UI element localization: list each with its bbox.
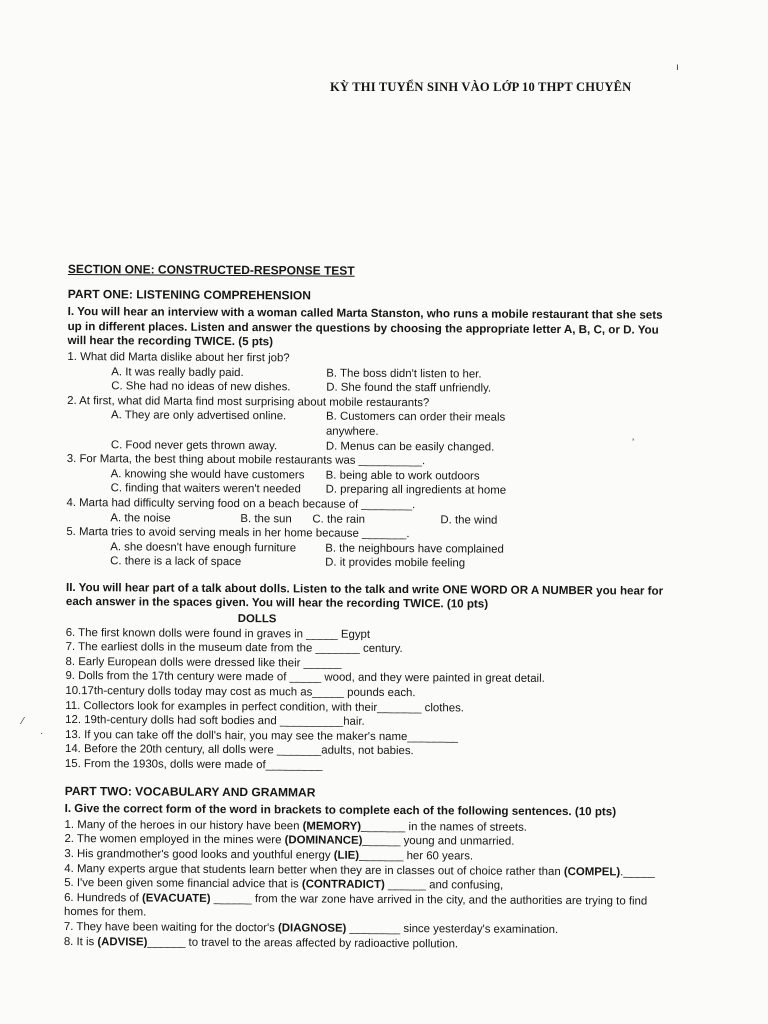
- word-form-item: 4. Many experts argue that students learn better when they are in classes out of choice rather than (COMPEL)._____: [64, 862, 656, 879]
- option-c: C. the rain: [312, 512, 366, 526]
- dolls-item: 14. Before the 20th century, all dolls were _______adults, not babies.: [64, 743, 414, 758]
- dolls-item: 15. From the 1930s, dolls were made of_________: [64, 757, 323, 772]
- dolls-item: 7. The earliest dolls in the museum date from the _______ century.: [65, 641, 403, 656]
- exam-content: [64, 262, 673, 953]
- option-b: B. Customers can order their meals anywhere.: [325, 410, 506, 438]
- word-form-item: 8. It is (ADVISE)______ to travel to the areas affected by radioactive pollution.: [63, 935, 459, 950]
- option-d: D. it provides mobile feeling: [325, 556, 466, 570]
- mcq-5: [66, 525, 671, 572]
- word-form-item: 3. His grandmother's good looks and youthful energy (LIE)_______ her 60 years.: [64, 847, 474, 863]
- dolls-item: 6. The first known dolls were found in graves in _____ Egypt: [65, 626, 371, 641]
- dolls-item: 10.17th-century dolls today may cost as much as_____ pounds each.: [65, 685, 416, 700]
- word-form-item: 7. They have been waiting for the doctor's (DIAGNOSE) ________ since yesterday's examination.: [63, 920, 559, 936]
- part-two-title: PART TWO: VOCABULARY AND GRAMMAR: [64, 783, 316, 800]
- question-text: 5. Marta tries to avoid serving meals in her home because _______.: [66, 526, 410, 541]
- option-c: C. finding that waiters weren't needed: [110, 482, 301, 496]
- option-a: A. the noise: [110, 511, 171, 525]
- margin-mark: ʼ: [632, 438, 635, 449]
- listening-instruction-1: I. You will hear an interview with a woman called Marta Stanston, who runs a mobile restaurant that she sets up in different places. Listen and answer the questions by choosing the appropriate letter A, B, C, or D. You will hear the recording TWICE. (5 pts): [67, 305, 663, 349]
- word-form-item: 2. The women employed in the mines were (DOMINANCE)______ young and unmarried.: [64, 833, 515, 849]
- question-text: 3. For Marta, the best thing about mobile restaurants was __________.: [66, 453, 426, 468]
- option-b: B. being able to work outdoors: [325, 469, 480, 483]
- question-text: 2. At first, what did Marta find most surprising about mobile restaurants?: [67, 394, 430, 409]
- dolls-item: 13. If you can take off the doll's hair, you may see the maker's name________: [65, 728, 459, 744]
- vocabulary-instruction: I. Give the correct form of the word in brackets to complete each of the following sentences. (10 pts): [64, 802, 617, 819]
- part-one-title: PART ONE: LISTENING COMPREHENSION: [67, 286, 311, 303]
- dolls-item: 11. Collectors look for examples in perfect condition, with their_______ clothes.: [65, 699, 465, 715]
- section-title: SECTION ONE: CONSTRUCTED-RESPONSE TEST: [67, 262, 355, 278]
- question-text: 1. What did Marta dislike about her first job?: [67, 350, 290, 365]
- exam-header: KỲ THI TUYỂN SINH VÀO LỚP 10 THPT CHUYÊN: [330, 80, 632, 94]
- margin-mark: ·: [40, 728, 44, 739]
- dolls-item: 9. Dolls from the 17th century were made of _____ wood, and they were painted in great detail.: [65, 670, 545, 686]
- option-a: A. They are only advertised online.: [111, 409, 287, 423]
- word-form-item: 5. I've been given some financial advice that is (CONTRADICT) ______ and confusing,: [64, 877, 504, 892]
- option-c: C. there is a lack of space: [110, 555, 242, 569]
- word-form-item: 6. Hundreds of (EVACUATE) ______ from the war zone have arrived in the city, and the authorities are trying to find homes for them.: [63, 891, 648, 919]
- margin-mark: ⁄: [22, 716, 24, 727]
- mcq-3: [67, 452, 672, 499]
- option-b: B. The boss didn't listen to her.: [326, 367, 482, 381]
- dolls-item: 8. Early European dolls were dressed like their ______: [65, 655, 342, 670]
- option-a: A. It was really badly paid.: [111, 365, 244, 379]
- option-b: B. the neighbours have complained: [325, 542, 504, 556]
- mcq-4: [66, 496, 671, 529]
- listening-instruction-2: II. You will hear part of a talk about dolls. Listen to the talk and write ONE WORD OR A NUMBER you hear for each answer in the spaces given. You will hear the recording TWICE. (10 pts): [65, 580, 664, 612]
- word-form-item: 1. Many of the heroes in our history have been (MEMORY)_______ in the names of streets.: [64, 818, 528, 834]
- dolls-title: DOLLS: [237, 613, 277, 626]
- mcq-2: [67, 394, 672, 456]
- option-d: D. the wind: [440, 513, 498, 527]
- margin-mark: ı: [676, 62, 679, 73]
- option-d: D. preparing all ingredients at home: [325, 483, 507, 497]
- option-c: C. She had no ideas of new dishes.: [111, 380, 291, 394]
- option-a: A. knowing she would have customers: [110, 467, 305, 482]
- option-d: D. She found the staff unfriendly.: [326, 381, 492, 395]
- option-c: C. Food never gets thrown away.: [110, 438, 278, 452]
- option-b: B. the sun: [240, 512, 292, 525]
- option-a: A. she doesn't have enough furniture: [110, 540, 297, 555]
- dolls-item: 12. 19th-century dolls had soft bodies and __________hair.: [65, 714, 365, 729]
- question-text: 4. Marta had difficulty serving food on a beach because of ________.: [66, 496, 416, 512]
- mcq-1: [67, 350, 672, 397]
- option-d: D. Menus can be easily changed.: [325, 440, 495, 454]
